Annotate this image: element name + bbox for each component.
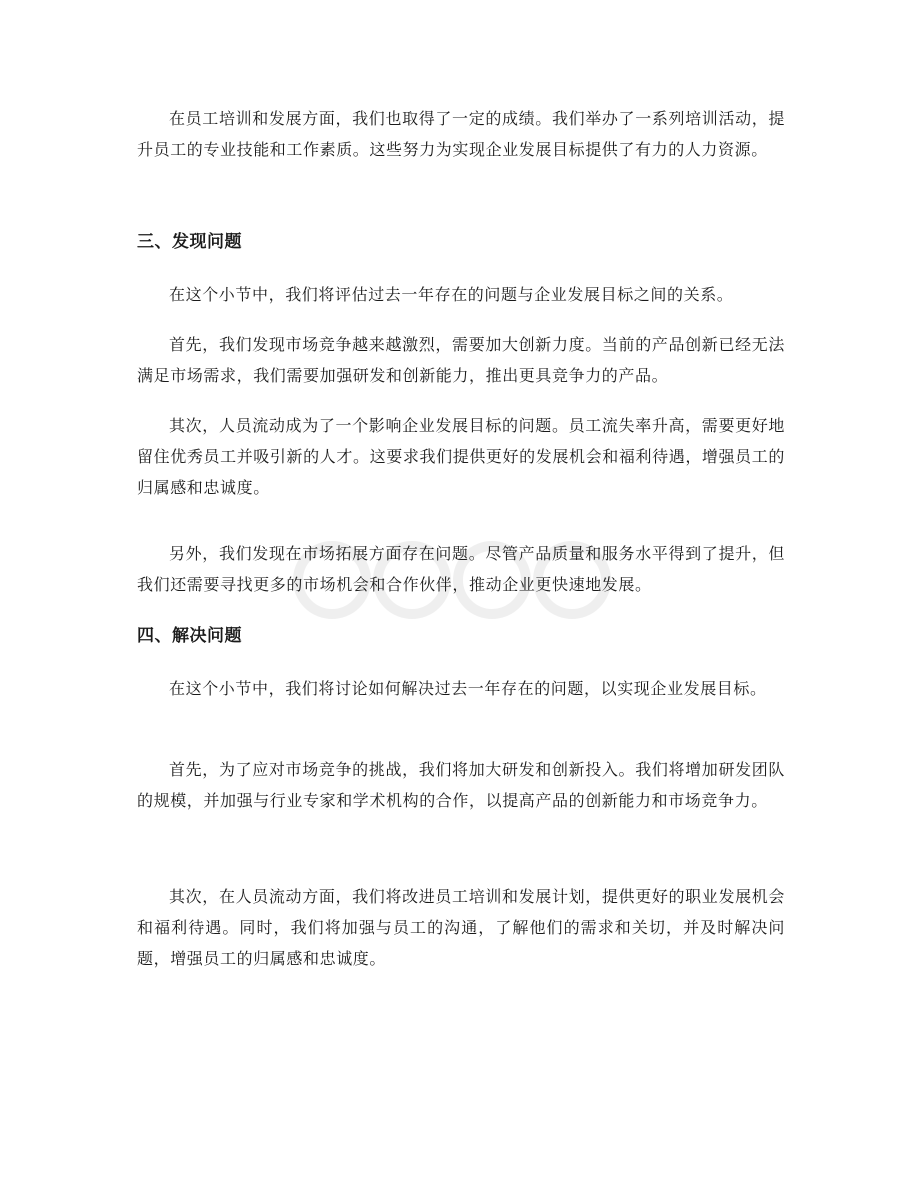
paragraph-problems-intro: 在这个小节中，我们将评估过去一年存在的问题与企业发展目标之间的关系。 [169,285,734,304]
paragraph-staff-development: 其次，在人员流动方面，我们将改进员工培训和发展计划，提供更好的职业发展机会和福利待遇。同时，我们将加强与员工的沟通，了解他们的需求和关切，并及时解决问题，增强员工的归属感和忠诚度。 [137,887,785,968]
paragraph-staff-turnover: 其次，人员流动成为了一个影响企业发展目标的问题。员工流失率升高，需要更好地留住优秀员工并吸引新的人才。这要求我们提供更好的发展机会和福利待遇，增强员工的归属感和忠诚度。 [137,416,785,497]
paragraph-market-competition: 首先，我们发现市场竞争越来越激烈，需要加大创新力度。当前的产品创新已经无法满足市场需求，我们需要加强研发和创新能力，推出更具竞争力的产品。 [137,335,785,385]
paragraph-training: 在员工培训和发展方面，我们也取得了一定的成绩。我们举办了一系列培训活动，提升员工的专业技能和工作素质。这些努力为实现企业发展目标提供了有力的人力资源。 [137,109,785,159]
section-heading-solutions: 四、解决问题 [137,626,242,646]
paragraph-rd-investment: 首先，为了应对市场竞争的挑战，我们将加大研发和创新投入。我们将增加研发团队的规模，并加强与行业专家和学术机构的合作，以提高产品的创新能力和市场竞争力。 [137,760,785,810]
paragraph-solutions-intro: 在这个小节中，我们将讨论如何解决过去一年存在的问题，以实现企业发展目标。 [169,679,767,698]
section-heading-problems: 三、发现问题 [137,232,242,252]
paragraph-market-expansion: 另外，我们发现在市场拓展方面存在问题。尽管产品质量和服务水平得到了提升，但我们还需要寻找更多的市场机会和合作伙伴，推动企业更快速地发展。 [137,544,785,594]
